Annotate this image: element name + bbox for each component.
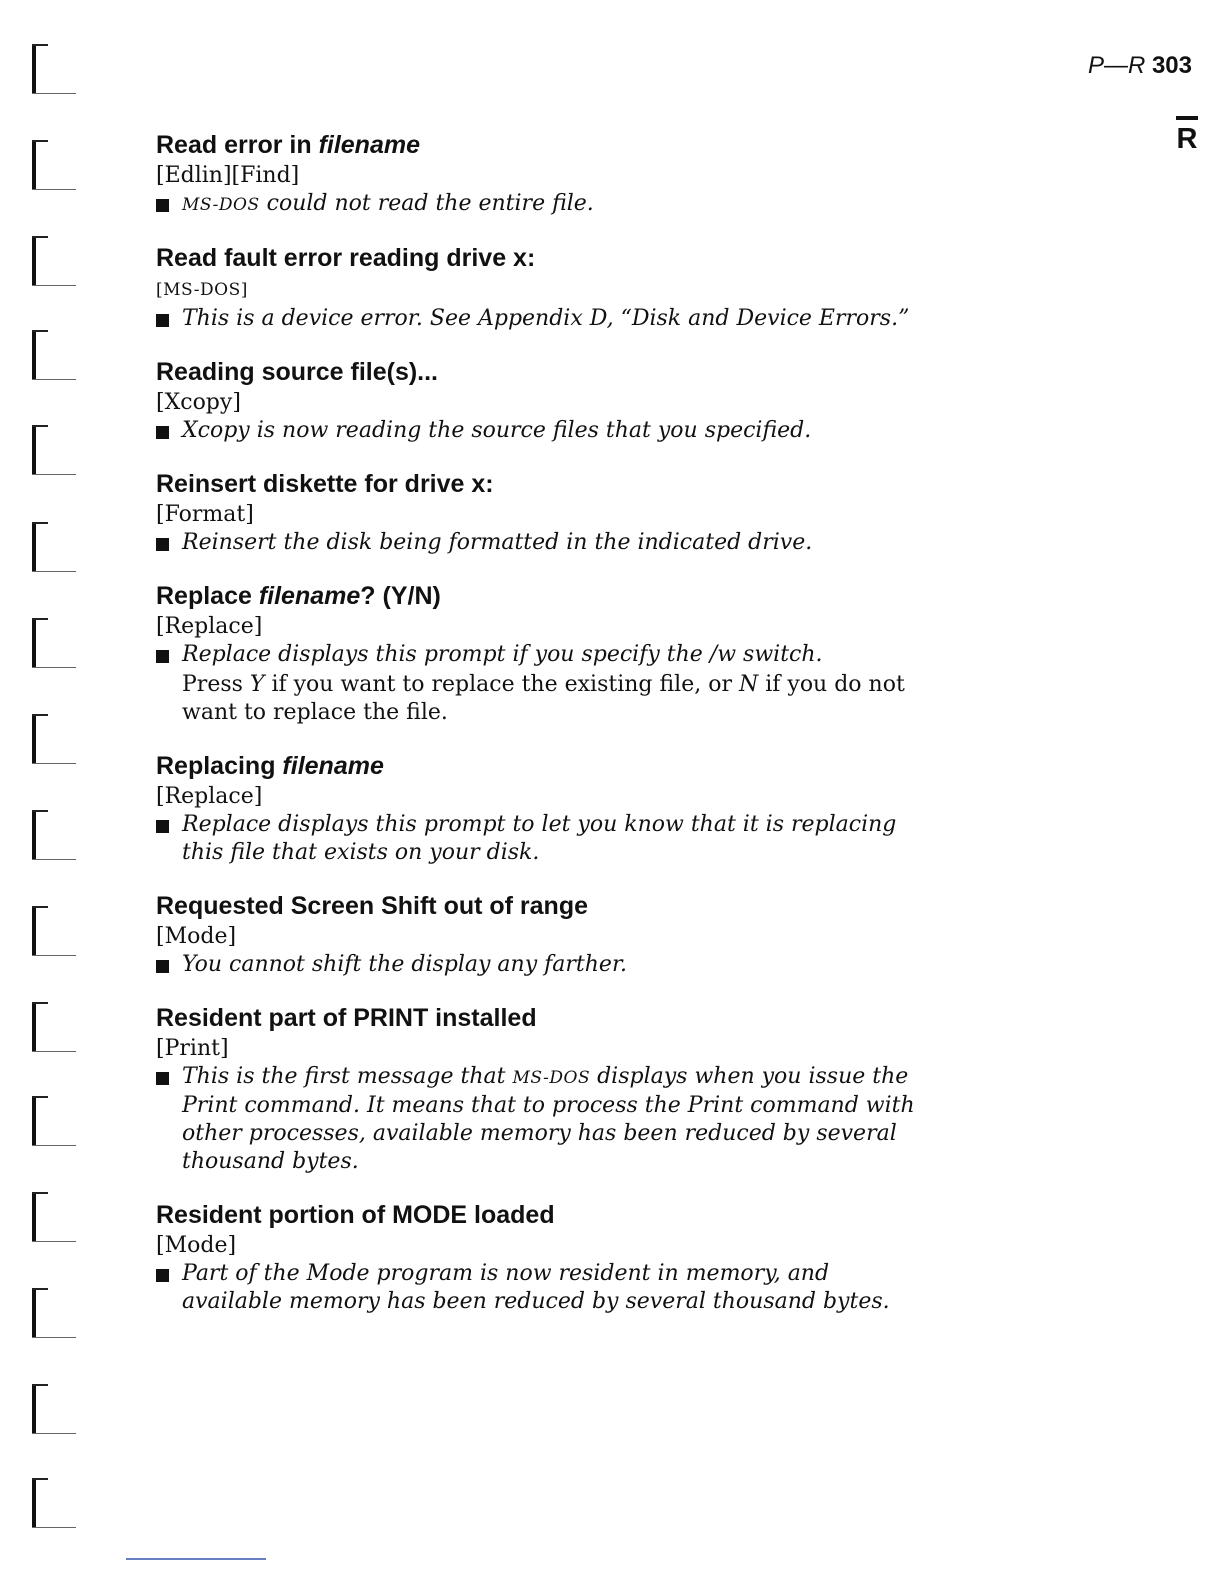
section-range: P—R xyxy=(1087,52,1146,79)
tab-bar xyxy=(1176,116,1198,120)
bullet-square-icon xyxy=(156,199,169,212)
message-description: Xcopy is now reading the source files that you specified. xyxy=(156,417,916,445)
message-title: Resident part of PRINT installed xyxy=(156,1004,537,1032)
message-description: This is the first message that MS-DOS displays when you issue the Print command. It means that to process the Print command with other processes, available memory has been reduced by several thousand bytes. xyxy=(156,1063,916,1176)
binding-mark xyxy=(32,1478,82,1528)
binding-mark xyxy=(32,1384,82,1434)
message-description: Replace displays this prompt to let you know that it is replacing this file that exists on your disk. xyxy=(156,811,916,867)
page-number: 303 xyxy=(1151,52,1192,79)
message-entry xyxy=(156,355,916,445)
message-command: [Edlin][Find] xyxy=(156,163,300,188)
message-description: Replace displays this prompt if you specify the /w switch. xyxy=(156,641,916,669)
message-title: Resident portion of MODE loaded xyxy=(156,1201,555,1229)
footer-rule xyxy=(126,1558,266,1560)
message-title: Read error in filename xyxy=(156,131,420,159)
binding-mark xyxy=(32,236,82,286)
message-description: Reinsert the disk being formatted in the indicated drive. xyxy=(156,529,916,557)
message-entry xyxy=(156,1198,916,1316)
message-description: This is a device error. See Appendix D, “Disk and Device Errors.” xyxy=(156,305,916,333)
message-title: Replacing filename xyxy=(156,752,384,780)
binding-mark xyxy=(32,1192,82,1242)
tab-letter: R xyxy=(1176,123,1198,155)
message-command: [Xcopy] xyxy=(156,390,241,415)
binding-mark xyxy=(32,906,82,956)
message-description: You cannot shift the display any farther. xyxy=(156,951,916,979)
bullet-square-icon xyxy=(156,1269,169,1282)
binding-mark xyxy=(32,1288,82,1338)
bullet-square-icon xyxy=(156,960,169,973)
message-command: [MS-DOS] xyxy=(156,280,248,300)
binding-mark xyxy=(32,140,82,190)
message-command: [Print] xyxy=(156,1036,229,1061)
message-entry xyxy=(156,579,916,727)
bullet-square-icon xyxy=(156,538,169,551)
section-tab-mark xyxy=(1174,116,1200,154)
binding-mark xyxy=(32,1002,82,1052)
message-description: MS-DOS could not read the entire file. xyxy=(156,190,916,219)
bullet-square-icon xyxy=(156,820,169,833)
message-entry xyxy=(156,241,916,333)
message-entry xyxy=(156,128,916,219)
message-command: [Mode] xyxy=(156,1233,237,1258)
bullet-square-icon xyxy=(156,314,169,327)
message-entry xyxy=(156,889,916,979)
message-title: Replace filename? (Y/N) xyxy=(156,582,441,610)
message-command: [Replace] xyxy=(156,784,263,809)
bullet-square-icon xyxy=(156,1072,169,1085)
message-entry xyxy=(156,1001,916,1176)
binding-mark xyxy=(32,44,82,94)
binding-mark xyxy=(32,810,82,860)
message-command: [Replace] xyxy=(156,614,263,639)
message-title: Read fault error reading drive x: xyxy=(156,244,536,272)
binding-mark xyxy=(32,1096,82,1146)
message-list xyxy=(156,128,916,1338)
page-header xyxy=(1088,52,1192,80)
bullet-square-icon xyxy=(156,650,169,663)
message-command: [Format] xyxy=(156,502,254,527)
binding-mark xyxy=(32,714,82,764)
bullet-square-icon xyxy=(156,426,169,439)
binding-mark xyxy=(32,522,82,572)
message-instruction: Press Y if you want to replace the existing file, or N if you do not want to replace the file. xyxy=(182,672,905,725)
message-entry xyxy=(156,749,916,867)
message-entry xyxy=(156,467,916,557)
message-command: [Mode] xyxy=(156,924,237,949)
message-title: Requested Screen Shift out of range xyxy=(156,892,589,920)
binding-mark xyxy=(32,330,82,380)
message-title: Reinsert diskette for drive x: xyxy=(156,470,494,498)
message-title: Reading source file(s)... xyxy=(156,358,439,386)
message-description: Part of the Mode program is now resident in memory, and available memory has been reduced by several thousand bytes. xyxy=(156,1260,916,1316)
binding-mark xyxy=(32,618,82,668)
binding-mark xyxy=(32,425,82,475)
